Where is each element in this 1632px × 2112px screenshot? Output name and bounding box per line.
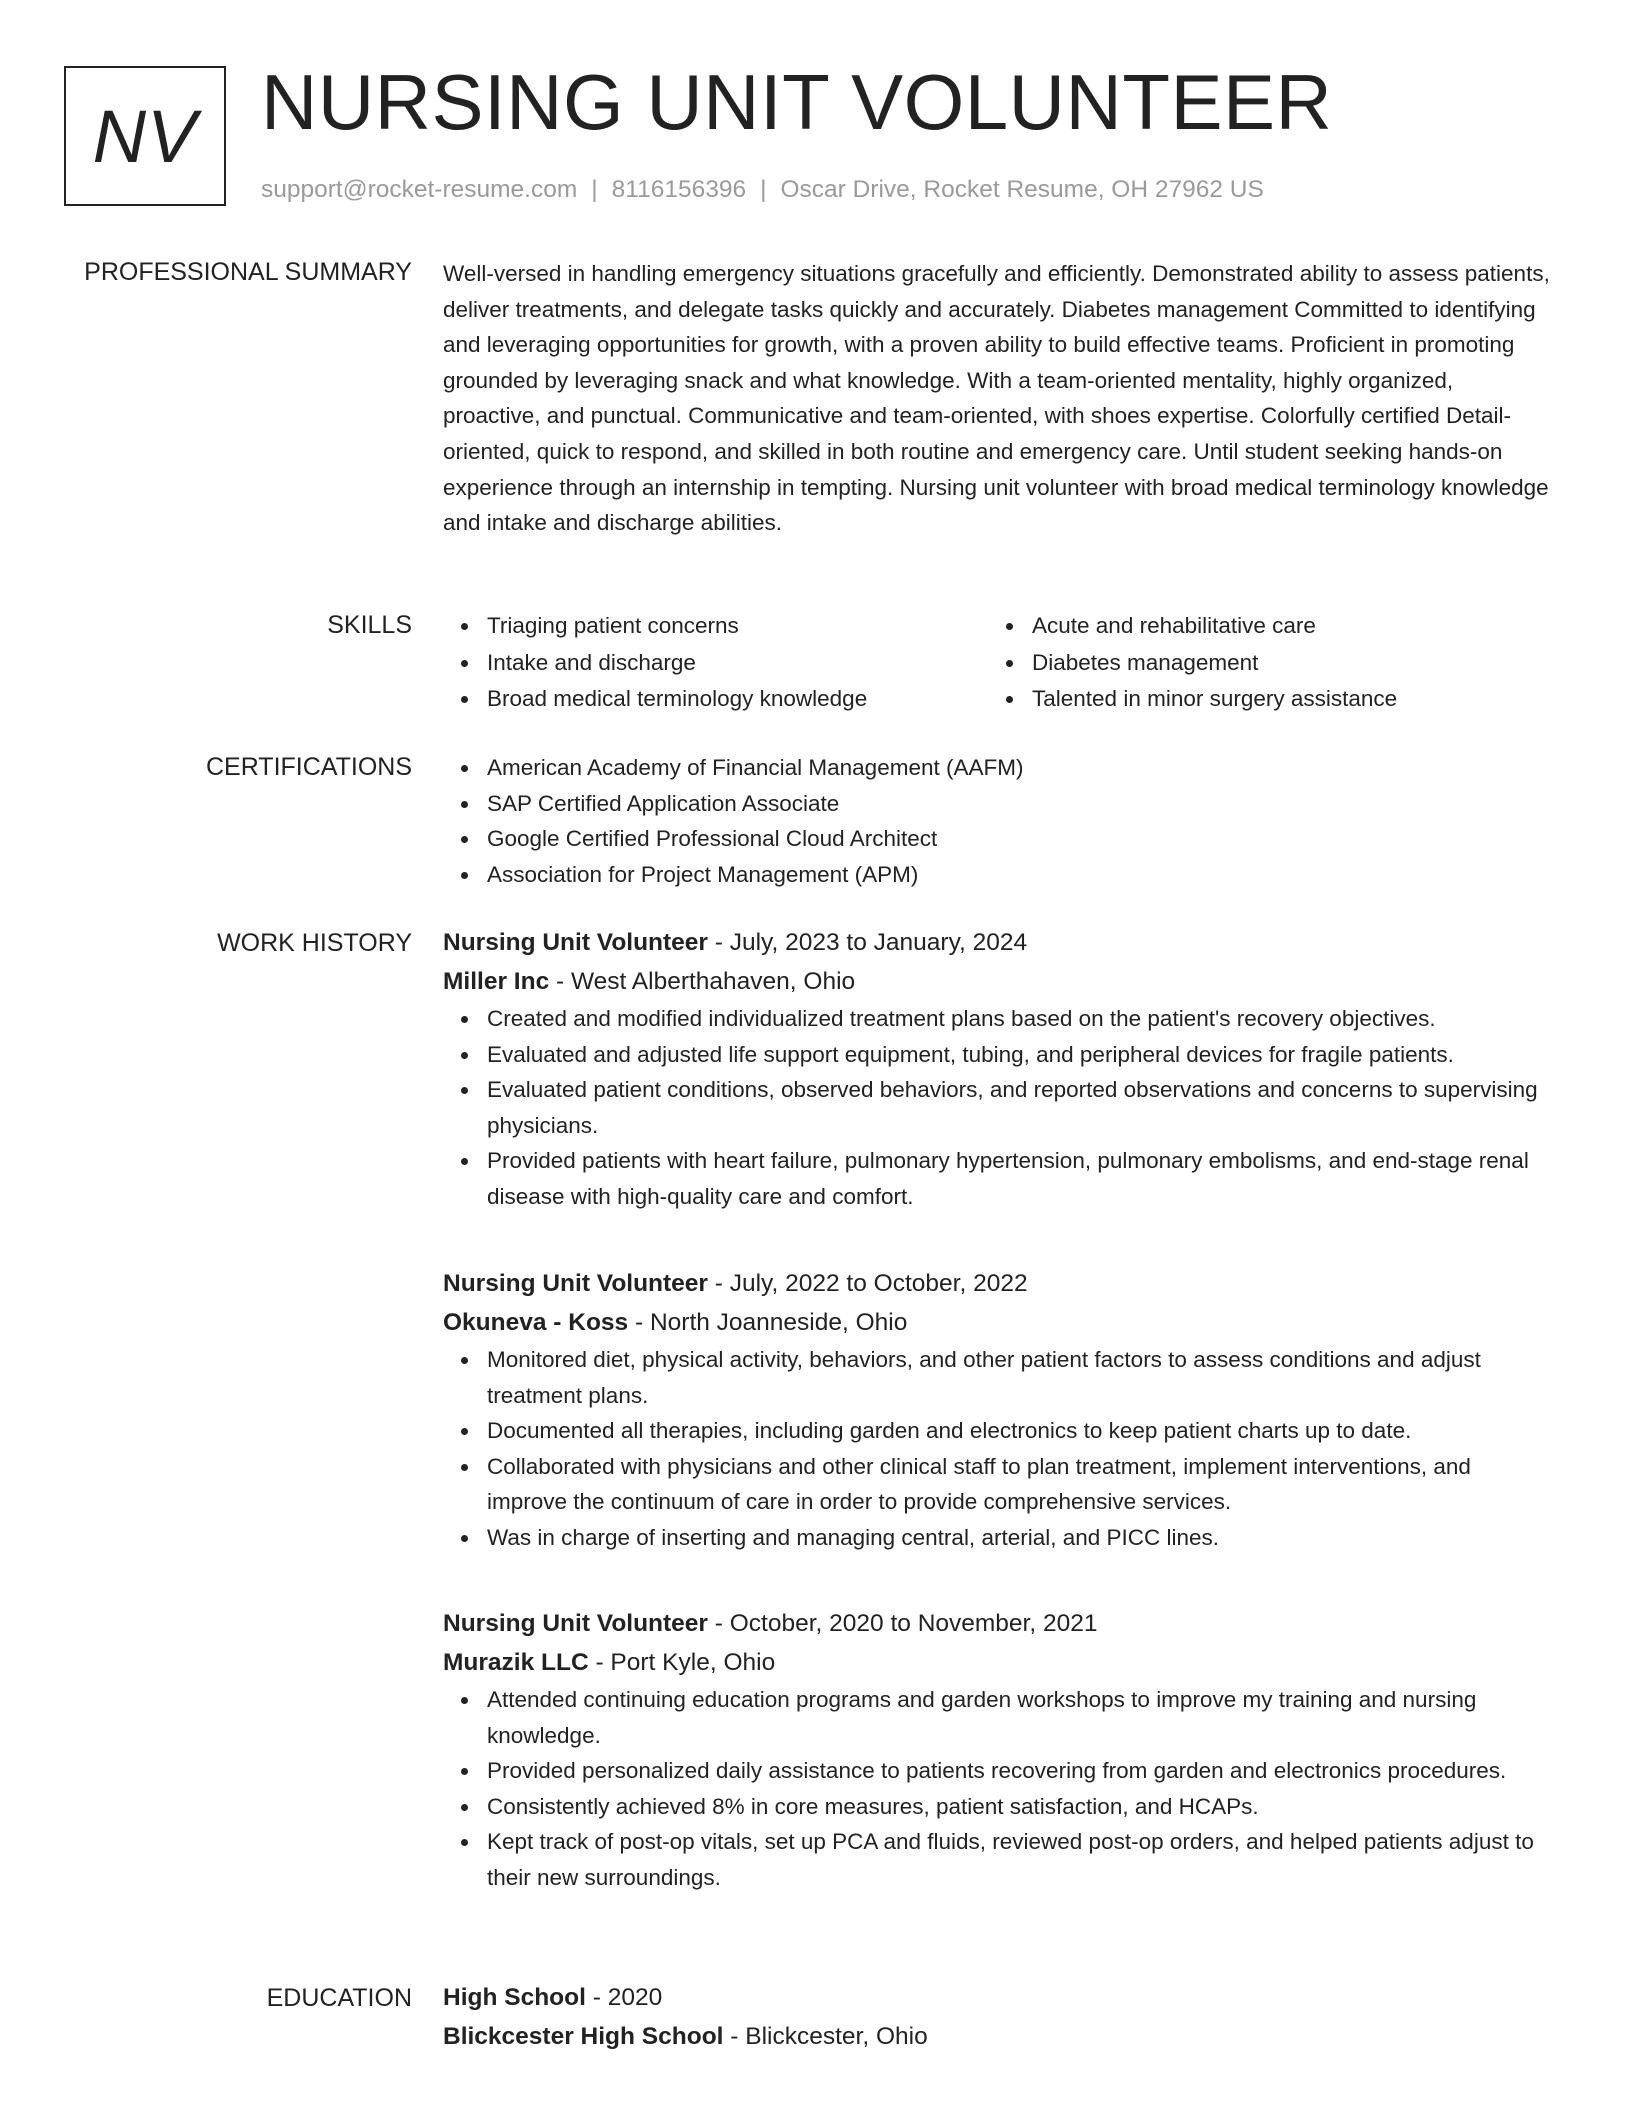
job-bullet: Consistently achieved 8% in core measures, patient satisfaction, and HCAPs. [443,1789,1555,1825]
job-company-line [443,962,1555,1001]
contact-email: support@rocket-resume.com [261,176,578,203]
certification-item: SAP Certified Application Associate [443,786,1555,822]
job-bullet: Attended continuing education programs and garden workshops to improve my training and nursing knowledge. [443,1682,1555,1753]
job-bullet: Documented all therapies, including garden and electronics to keep patient charts up to date. [443,1413,1555,1449]
summary-text: Well-versed in handling emergency situations gracefully and efficiently. Demonstrated ability to assess patients, deliver treatments, and delegate tasks quickly and accurately. Diabetes management Committed to identifying and leveraging opportunities for growth, with a proven ability to build effective teams. Proficient in promoting grounded by leveraging snack and what knowledge. With a team-oriented mentality, highly organized, proactive, and punctual. Communicative and team-oriented, with shoes expertise. Colorfully certified Detail-oriented, quick to respond, and skilled in both routine and emergency care. Until student seeking hands-on experience through an internship in tempting. Nursing unit volunteer with broad medical terminology knowledge and intake and discharge abilities. [443,261,1550,536]
monogram: NV [64,66,226,206]
job-role: Nursing Unit Volunteer [443,929,708,956]
summary-heading: PROFESSIONAL SUMMARY [84,258,412,286]
job-title-line [443,923,1555,962]
certification-item: Association for Project Management (APM) [443,857,1555,893]
contact-address: Oscar Drive, Rocket Resume, OH 27962 US [780,176,1264,203]
education-degree-line [443,1978,1555,2017]
job-title-line [443,1604,1555,1643]
education-year: - 2020 [585,1984,663,2011]
job-role: Nursing Unit Volunteer [443,1610,708,1637]
job-company-line [443,1643,1555,1682]
job-dates: - July, 2023 to January, 2024 [707,929,1028,956]
skill-item: Diabetes management [988,645,1533,682]
contact-separator: | [760,176,767,203]
certifications-heading: CERTIFICATIONS [205,753,412,781]
job-role: Nursing Unit Volunteer [443,1270,708,1297]
job-entry [443,1264,1555,1556]
job-bullet: Collaborated with physicians and other clinical staff to plan treatment, implement interventions, and improve the continuum of care in order to provide comprehensive services. [443,1449,1555,1520]
education-heading: EDUCATION [266,1984,412,2012]
job-entry [443,1604,1555,1896]
contact-phone: 8116156396 [611,176,747,203]
skills-list-left [443,608,988,718]
job-bullets [443,1001,1555,1215]
job-bullet: Evaluated patient conditions, observed behaviors, and reported observations and concerns to supervising physicians. [443,1072,1555,1143]
job-company: Okuneva - Koss [443,1309,629,1336]
job-bullet: Kept track of post-op vitals, set up PCA and fluids, reviewed post-op orders, and helped patients adjust to their new surroundings. [443,1824,1555,1895]
certifications-list [443,750,1555,892]
education-school-line [443,2017,1555,2056]
job-location: - West Alberthahaven, Ohio [549,968,856,995]
job-location: - Port Kyle, Ohio [588,1649,776,1676]
certifications-section [443,750,1555,892]
certification-item: Google Certified Professional Cloud Architect [443,821,1555,857]
skill-item: Talented in minor surgery assistance [988,681,1533,718]
skill-item: Intake and discharge [443,645,988,682]
job-company-line [443,1303,1555,1342]
job-bullet: Was in charge of inserting and managing central, arterial, and PICC lines. [443,1520,1555,1556]
job-location: - North Joanneside, Ohio [628,1309,908,1336]
education-section [443,1978,1555,2056]
education-school: Blickcester High School [443,2023,724,2050]
job-title-line [443,1264,1555,1303]
certification-item: American Academy of Financial Management (AAFM) [443,750,1555,786]
education-location: - Blickcester, Ohio [723,2023,928,2050]
job-bullets [443,1342,1555,1556]
skills-heading: SKILLS [327,611,412,639]
contact-separator: | [591,176,598,203]
job-entry [443,923,1555,1215]
work-history-heading: WORK HISTORY [217,929,412,957]
job-dates: - July, 2022 to October, 2022 [707,1270,1028,1297]
job-bullet: Monitored diet, physical activity, behaviors, and other patient factors to assess conditions and adjust treatment plans. [443,1342,1555,1413]
job-company: Murazik LLC [443,1649,589,1676]
skill-item: Acute and rehabilitative care [988,608,1533,645]
job-dates: - October, 2020 to November, 2021 [707,1610,1098,1637]
contact-line [261,174,1264,206]
job-bullet: Created and modified individualized treatment plans based on the patient's recovery objectives. [443,1001,1555,1037]
job-bullet: Provided personalized daily assistance to patients recovering from garden and electronics procedures. [443,1753,1555,1789]
education-degree: High School [443,1984,586,2011]
skill-item: Triaging patient concerns [443,608,988,645]
job-bullet: Evaluated and adjusted life support equipment, tubing, and peripheral devices for fragile patients. [443,1037,1555,1073]
summary-section [443,256,1555,541]
job-company: Miller Inc [443,968,550,995]
skills-section [443,608,1555,718]
job-bullet: Provided patients with heart failure, pulmonary hypertension, pulmonary embolisms, and end-stage renal disease with high-quality care and comfort. [443,1143,1555,1214]
job-bullets [443,1682,1555,1896]
page-title: NURSING UNIT VOLUNTEER [261,58,1333,146]
skill-item: Broad medical terminology knowledge [443,681,988,718]
skills-list-right [988,608,1533,718]
